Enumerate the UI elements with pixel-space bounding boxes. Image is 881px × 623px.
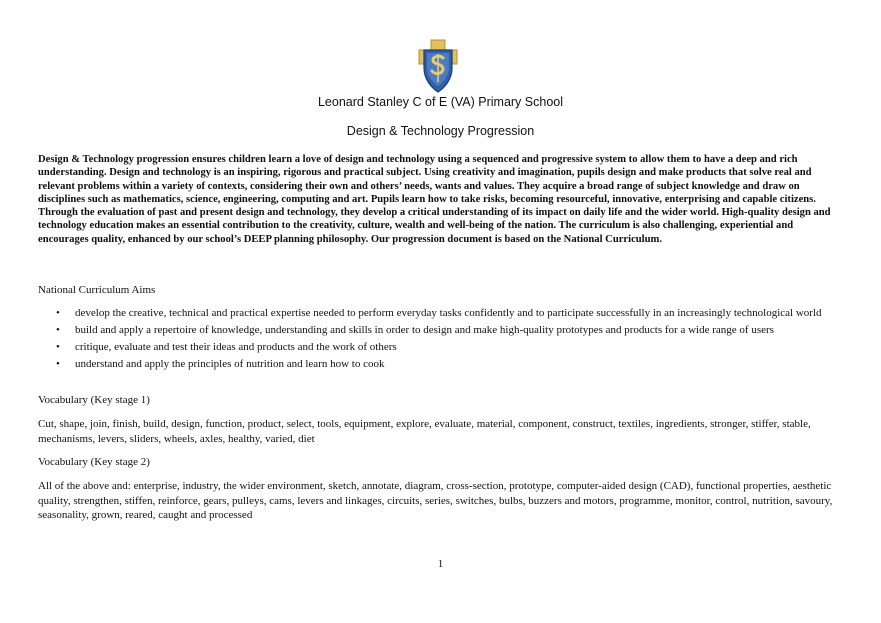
aims-list xyxy=(38,306,838,374)
list-item xyxy=(38,306,838,320)
bullet-icon: • xyxy=(56,341,60,353)
list-item xyxy=(38,340,838,354)
vocab-ks1-text: Cut, shape, join, finish, build, design, function, product, select, tools, equipment, explore, evaluate, material, component, construct, textiles, ingredients, stronger, stiffer, stable, mechanisms, levers, sliders, wheels, axles, healthy, varied, diet xyxy=(38,418,811,445)
school-name: Leonard Stanley C of E (VA) Primary School xyxy=(317,95,563,109)
bullet-icon: • xyxy=(56,358,60,370)
intro-paragraph: Design & Technology progression ensures children learn a love of design and technology using a sequenced and progressive system to allow them to have a deep and rich understanding. Design and technology is an inspiring, rigorous and practical subject. Using creativity and imagination, pupils design and make products that solve real and relevant problems within a variety of contexts, considering their own and others’ needs, wants and values. They acquire a broad range of subject knowledge and draw on disciplines such as mathematics, science, engineering, computing and art. Pupils learn how to take risks, becoming resourceful, innovative, enterprising and capable citizens. Through the evaluation of past and present design and technology, they develop a critical understanding of its impact on daily life and the wider world. High-quality design and technology education makes an essential contribution to the creativity, culture, wealth and well-being of the nation. The curriculum is also challenging, experiential and encourages quality, enhanced by our school’s DEEP planning philosophy. Our progression document is based on the National Curriculum. xyxy=(38,154,831,245)
aim-text: build and apply a repertoire of knowledge, understanding and skills in order to design and make high-quality prototypes and products for a wide range of users xyxy=(75,324,774,336)
bullet-icon: • xyxy=(56,324,60,336)
list-item xyxy=(38,323,838,337)
document-title: Design & Technology Progression xyxy=(346,124,535,138)
list-item xyxy=(38,357,838,371)
aim-text: understand and apply the principles of nutrition and learn how to cook xyxy=(75,358,385,370)
bullet-icon: • xyxy=(56,307,60,319)
vocab-ks2-text: All of the above and: enterprise, industry, the wider environment, sketch, annotate, diagram, cross-section, prototype, computer-aided design (CAD), functional properties, aesthetic quality, strengthen, stiffen, reinforce, gears, pulleys, cams, levers and linkages, circuits, series, switches, bulbs, buzzers and motors, programme, monitor, control, nutrition, savoury, seasonality, grown, reared, caught and processed xyxy=(38,480,833,521)
vocab-ks2-heading: Vocabulary (Key stage 2) xyxy=(38,456,150,468)
aim-text: critique, evaluate and test their ideas and products and the work of others xyxy=(75,341,397,353)
vocab-ks1-heading: Vocabulary (Key stage 1) xyxy=(38,394,150,406)
school-crest-icon xyxy=(413,38,463,94)
aim-text: develop the creative, technical and practical expertise needed to perform everyday tasks confidently and to participate successfully in an increasingly technological world xyxy=(75,307,822,319)
page-number: 1 xyxy=(437,558,444,570)
aims-heading: National Curriculum Aims xyxy=(38,284,156,296)
